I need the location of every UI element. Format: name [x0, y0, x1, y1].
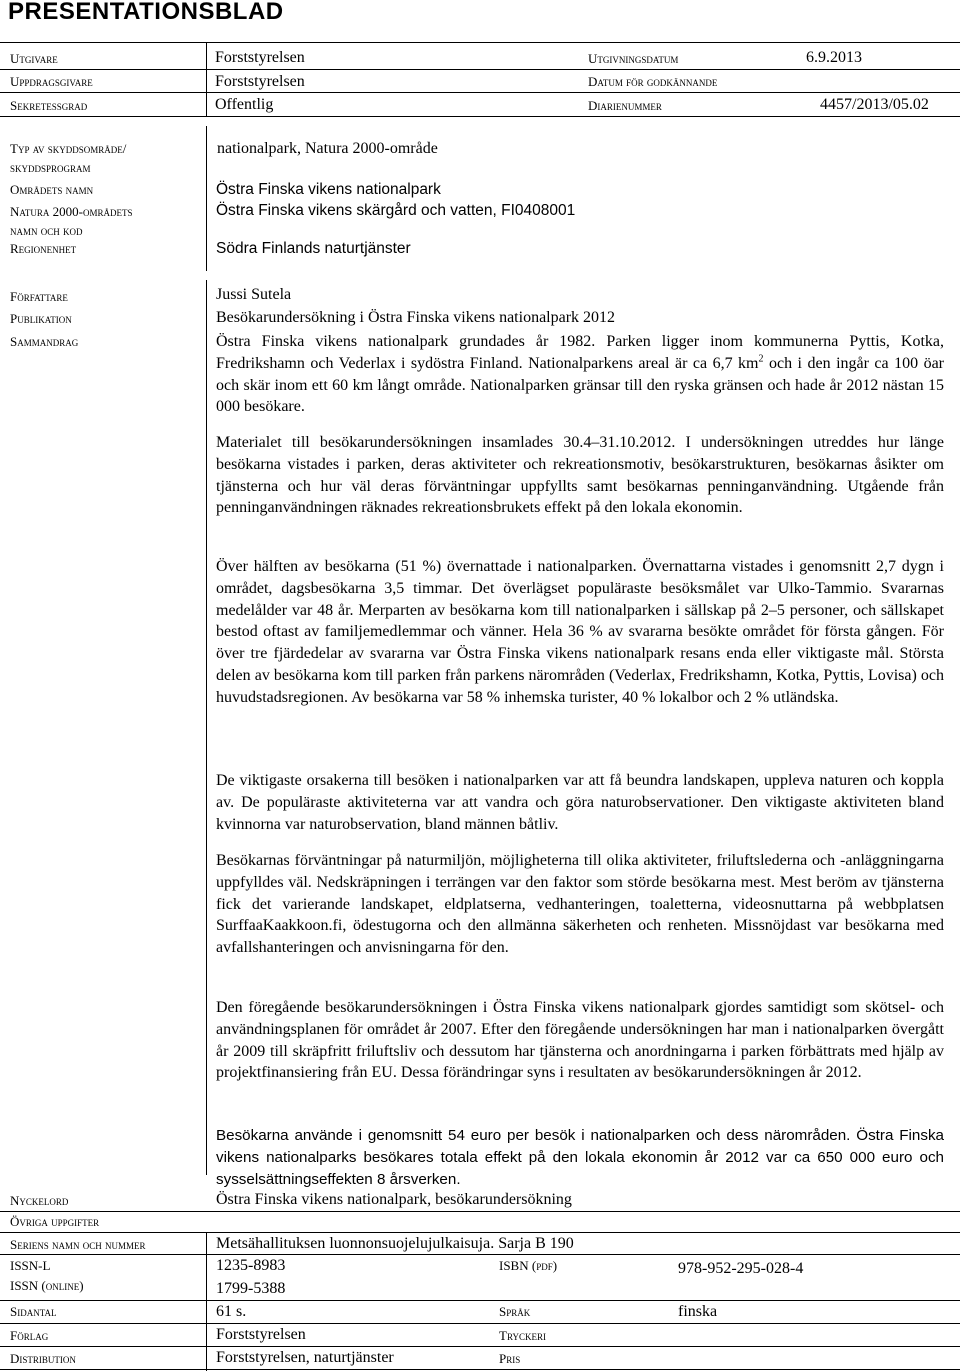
divider	[0, 1300, 960, 1301]
sidantal-value: 61 s.	[216, 1303, 247, 1320]
diarienummer-label: Diarienummer	[588, 98, 662, 113]
issnl-value: 1235-8983	[216, 1257, 286, 1274]
summary-paragraph-6: Den föregående besökarundersökningen i Östra Finska vikens nationalpark gjordes samtidigt som skötsel- och användningsplanen för området år 2007. Efter den föregående undersökningen har man i nationalparken övergått år 2009 till skräpfritt friluftsliv och dessutom har tjänsterna och anordningarna i parken förbättrats med hjälp av projektfinansiering från EU. Dessa förändringar syns i resultaten av besökarundersökningen år 2012.	[216, 999, 944, 1082]
divider	[0, 1232, 960, 1233]
typ-value: nationalpark, Natura 2000-område	[217, 140, 438, 157]
sammandrag-label: Sammandrag	[10, 334, 79, 349]
publikation-label: Publikation	[10, 311, 72, 326]
natura-label-line2: namn och kod	[10, 223, 83, 238]
regionenhet-value: Södra Finlands naturtjänster	[216, 240, 411, 257]
uppdragsgivare-label: Uppdragsgivare	[10, 74, 93, 89]
page-title: PRESENTATIONSBLAD	[8, 0, 284, 25]
summary-paragraph-5: Besökarnas förväntningar på naturmiljön, möjligheterna till olika aktiviteter, friluftslederna och -anläggningarna uppfylldes väl. Nedskräpningen i terrängen var den faktor som störde besökarna mest. Mest beröm av tjänsterna fick det varierande landskapet, eldplatserna, vedhanteringen, toaletterna, videosnuttarna på webbplatsen SurffaaKaakkoon.fi, ödestugorna och den allmänna säkerheten och renheten. Missnöjdast var besökarna med avfallshanteringen och anvisningarna för den.	[216, 852, 944, 957]
summary-paragraph-1-text-cont: och i den ingår ca 100 öar och skär inom ett 60 km långt område. Nationalparken gränsar till den ryska gränsen och hade år 2012 nästan 15 000 besökare.	[216, 354, 945, 416]
summary-paragraph-1	[216, 331, 944, 418]
datum-godkannande-label: Datum för godkännande	[588, 74, 718, 89]
diarienummer-value: 4457/2013/05.02	[820, 96, 929, 113]
divider	[0, 92, 960, 93]
forfattare-value: Jussi Sutela	[216, 286, 292, 303]
nyckelord-value: Östra Finska vikens nationalpark, besökarundersökning	[216, 1191, 572, 1208]
divider	[0, 69, 960, 70]
utgivare-label: Utgivare	[10, 51, 58, 66]
publikation-value: Besökarundersökning i Östra Finska vikens nationalpark 2012	[216, 309, 616, 326]
forfattare-label: Författare	[10, 289, 68, 304]
utgivningsdatum-value: 6.9.2013	[806, 49, 862, 66]
issnl-label: ISSN-L	[10, 1258, 51, 1273]
divider	[0, 1323, 960, 1324]
summary-paragraph-7: Besökarna använde i genomsnitt 54 euro per besök i nationalparken och dess närområden. Östra Finska vikens nationalparks besökares totala effekt på den lokala ekonomin år 2012 var ca 650 000 euro och sysselsättningseffekten 8 årsverken.	[216, 1127, 944, 1188]
summary-paragraph-4: De viktigaste orsakerna till besöken i nationalparken var att få beundra landskapen, uppleva naturen och koppla av. De populäraste aktiviteterna var att vandra och göra naturobservationer. Den viktigaste aktiviteten bland kvinnorna var naturobservation, bland männen båtliv.	[216, 772, 944, 833]
nyckelord-label: Nyckelord	[10, 1193, 69, 1208]
issn-online-label: ISSN (online)	[10, 1278, 84, 1293]
issn-online-value: 1799-5388	[216, 1280, 286, 1297]
uppdragsgivare-value: Forststyrelsen	[215, 73, 305, 90]
divider	[0, 1369, 960, 1370]
sekretessgrad-value: Offentlig	[215, 96, 274, 113]
regionenhet-label: Regionenhet	[10, 241, 77, 256]
forlag-label: Förlag	[10, 1328, 49, 1343]
distribution-label: Distribution	[10, 1351, 76, 1366]
divider	[206, 280, 207, 1175]
summary-paragraph-2: Materialet till besökarundersökningen insamlades 30.4–31.10.2012. I undersökningen utreddes hur länge besökarna vistades i parken, deras aktiviteter och rekreationsmotiv, besökarstrukturen, besökarnas åsikter om tjänsterna och hur väl deras förväntningar uppfyllts samt besökarnas penninganvändning. Utgående från penninganvändningen räknades rekreationsbrukets effekt på den lokala ekonomin.	[216, 434, 944, 517]
sidantal-label: Sidantal	[10, 1304, 57, 1319]
sekretessgrad-label: Sekretessgrad	[10, 98, 88, 113]
natura-value: Östra Finska vikens skärgård och vatten, FI0408001	[216, 202, 576, 219]
divider	[0, 42, 960, 43]
sprak-label: Språk	[499, 1304, 531, 1319]
divider	[0, 1211, 960, 1212]
typ-label-line2: skyddsprogram	[10, 160, 91, 175]
divider	[206, 42, 207, 117]
utgivningsdatum-label: Utgivningsdatum	[588, 51, 679, 66]
isbn-label: ISBN (pdf)	[499, 1258, 558, 1273]
isbn-value: 978-952-295-028-4	[678, 1260, 804, 1277]
superscript: 2	[758, 353, 764, 365]
ovriga-uppgifter-label: Övriga uppgifter	[10, 1214, 100, 1229]
divider	[0, 1254, 960, 1255]
distribution-value: Forststyrelsen, naturtjänster	[216, 1349, 394, 1366]
omradets-namn-value: Östra Finska vikens nationalpark	[216, 181, 441, 198]
serie-value: Metsähallituksen luonnonsuojelujulkaisuja. Sarja B 190	[216, 1235, 574, 1252]
tryckeri-label: Tryckeri	[499, 1328, 546, 1343]
divider	[0, 116, 960, 117]
typ-label: Typ av skyddsområde/	[10, 141, 127, 156]
utgivare-value: Forststyrelsen	[215, 49, 305, 66]
natura-label: Natura 2000-områdets	[10, 204, 133, 219]
divider	[0, 1346, 960, 1347]
forlag-value: Forststyrelsen	[216, 1326, 306, 1343]
pris-label: Pris	[499, 1351, 521, 1366]
serie-label: Seriens namn och nummer	[10, 1237, 146, 1252]
omradets-namn-label: Områdets namn	[10, 182, 94, 197]
summary-paragraph-1-text: Östra Finska vikens nationalpark grundades år 1982. Parken ligger inom kommunerna Pyttis, Kotka, Fredrikshamn och Vederlax i sydöstra Finland. Nationalparkens areal är ca 6,7 km	[216, 333, 944, 372]
sprak-value: finska	[678, 1303, 718, 1320]
divider	[206, 126, 207, 271]
summary-paragraph-3: Över hälften av besökarna (51 %) övernattade i nationalparken. Övernattarna vistades i genomsnitt 2,7 dygn i området, dagsbesökarna 3,5 timmar. Det överlägset populäraste besöksmålet var Ulko-Tammio. Svararnas medelålder var 48 år. Merparten av besökarna kom till nationalparken i sällskap på 2–5 personer, och sällskapet bestod oftast av familjemedlemmar och vänner. Hela 36 % av svararna besökte området för första gången. För över tre fjärdedelar av svararna var Östra Finska vikens nationalpark resans enda eller viktigaste mål. Största delen av besökarna kom till parken från parkens närområden (Vederlax, Fredrikshamn, Kotka, Pyttis, Lovisa) och huvudstadsregionen. Av besökarna var 58 % inhemska turister, 40 % lokalbor och 2 % utländska.	[216, 558, 944, 706]
